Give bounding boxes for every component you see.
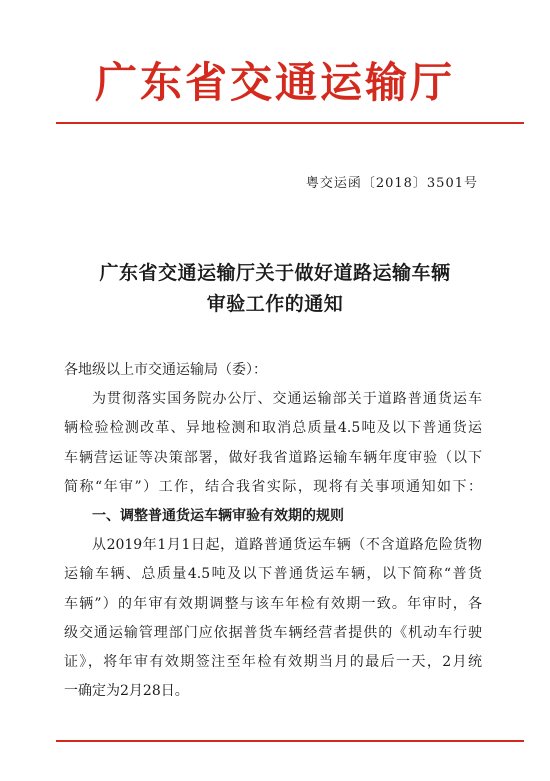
section-line: 车辆”）的年审有效期调整与该车年检有效期一致。年审时，各 [64,595,482,612]
section-line: 级交通运输管理部门应依据普货车辆经营者提供的《机动车行驶 [64,624,482,641]
header-red-rule [56,122,524,124]
section-line: 从2019年1月1日起，道路普通货运车辆（不含道路危险货物 [92,537,482,554]
section-line: 运输车辆、总质量4.5吨及以下普通货运车辆，以下简称“普货 [64,566,482,583]
document-title-line-2: 审验工作的通知 [206,293,344,315]
intro-line: 辆检验检测改革、异地检测和取消总质量4.5吨及以下普通货运 [64,420,482,437]
document-title [0,258,550,320]
intro-line: 简称“年审”）工作，结合我省实际，现将有关事项通知如下： [64,478,482,495]
section-line: 一确定为2月28日。 [64,683,189,700]
intro-line: 车辆营运证等决策部署，做好我省道路运输车辆年度审验（以下 [64,449,482,466]
intro-line: 为贯彻落实国务院办公厅、交通运输部关于道路普通货运车 [92,391,482,408]
addressee: 各地级以上市交通运输局（委）： [64,362,267,378]
document-number: 粤交运函〔2018〕3501号 [305,176,478,191]
issuer-header: 广东省交通运输厅 [94,58,455,107]
section-heading: 一、调整普通货运车辆审验有效期的规则 [92,508,344,525]
document-title-line-1: 广东省交通运输厅关于做好道路运输车辆 [99,262,451,284]
footer-red-rule [56,740,524,742]
section-line: 证》，将年审有效期签注至年检有效期当月的最后一天，2月统 [64,654,482,671]
document-body [64,356,482,706]
